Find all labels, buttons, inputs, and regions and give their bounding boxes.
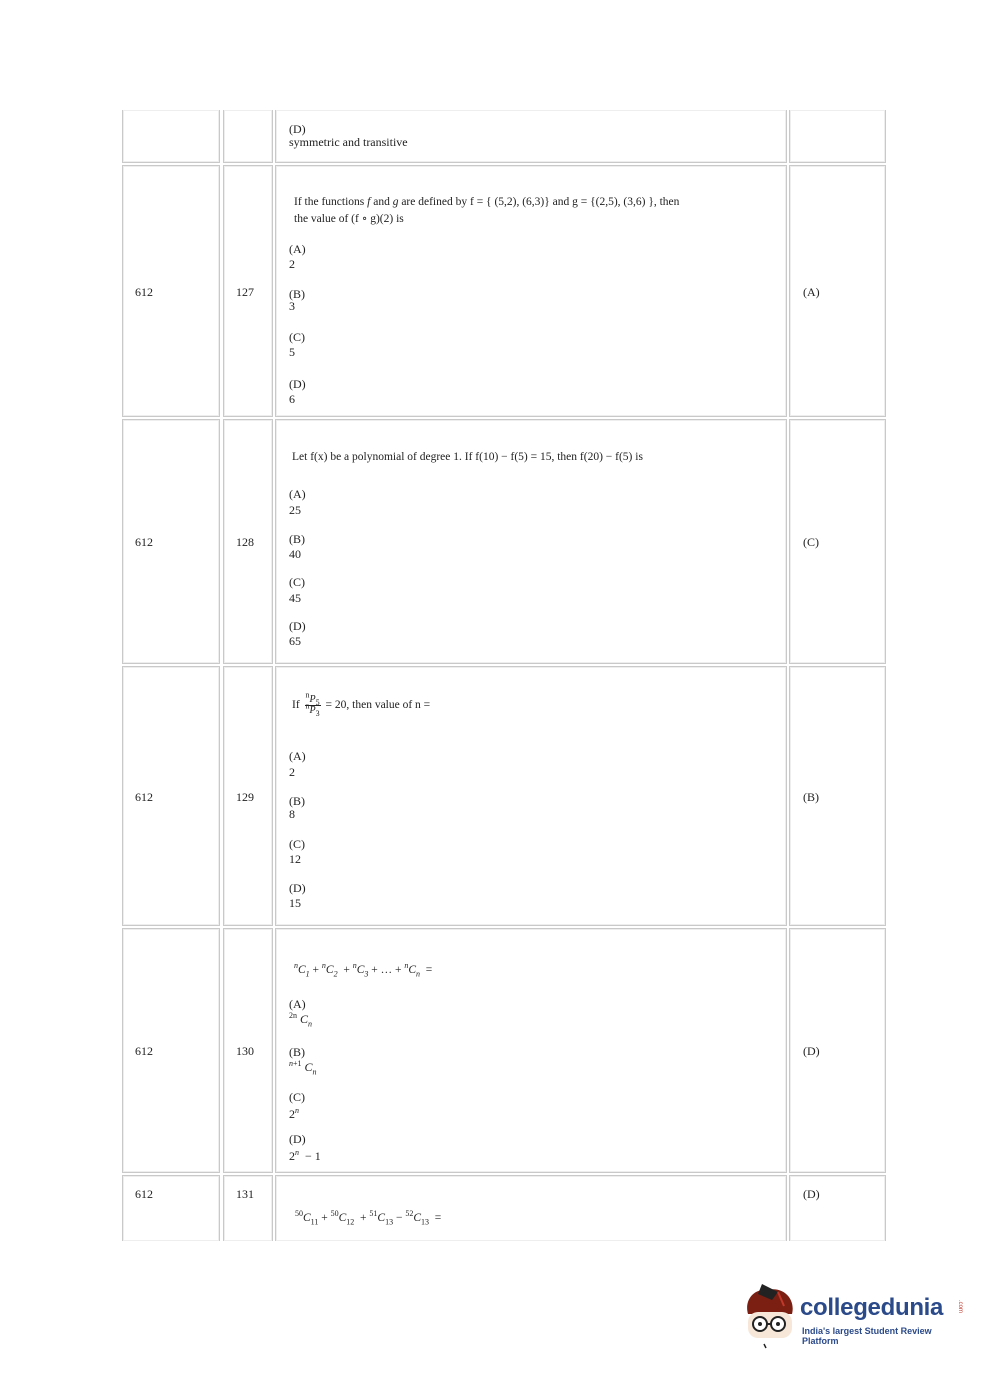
option-label: (A): [289, 487, 306, 501]
option-label: (D): [289, 619, 306, 633]
answer-cell: [789, 165, 886, 417]
option-a: [289, 997, 312, 1027]
option-b: [289, 1045, 317, 1075]
option-label: (C): [289, 330, 305, 344]
fraction-denominator: P: [309, 705, 316, 716]
question-fragment: are defined by: [398, 196, 470, 208]
question-cell: [275, 928, 787, 1173]
option-value: 3: [289, 299, 295, 313]
question-number-cell: [223, 928, 273, 1173]
paper-code-cell: [122, 165, 220, 417]
option-value: 5: [289, 345, 295, 359]
collegedunia-logo[interactable]: [738, 1282, 968, 1352]
option-value: 8: [289, 807, 295, 821]
question-number-cell: [223, 419, 273, 664]
option-b: [289, 794, 305, 822]
answer-cell: [789, 110, 886, 163]
question-number-cell: [223, 1175, 273, 1241]
option-label: (C): [289, 1090, 305, 1104]
option-value: 2$^n$: [289, 1106, 299, 1121]
option-a: [289, 749, 306, 780]
table-row: [122, 666, 886, 926]
answer: (B): [803, 790, 819, 804]
answer-cell: [789, 928, 886, 1173]
question-cell: [275, 165, 787, 417]
question-number: 128: [236, 535, 254, 549]
question-number-cell: [223, 666, 273, 926]
option-value: $^{n+1}$ $C_n$: [289, 1059, 317, 1077]
question-fragment: If the functions: [294, 196, 368, 208]
option-d: [289, 122, 408, 150]
table-row: [122, 928, 886, 1173]
option-value: 2$^n$ − 1: [289, 1148, 321, 1163]
option-value: 65: [289, 634, 301, 648]
option-d: [289, 377, 306, 407]
option-value: $^{2n}$ $C_n$: [289, 1011, 313, 1029]
option-label: (B): [289, 1045, 305, 1059]
logo-wordmark: collegedunia: [800, 1294, 944, 1321]
option-label: (C): [289, 837, 305, 851]
paper-code-cell: [122, 928, 220, 1173]
option-value: symmetric and transitive: [289, 135, 408, 149]
question-fragment: f: [367, 196, 371, 208]
question-cell: [275, 419, 787, 664]
paper-code-cell: [122, 1175, 220, 1241]
option-b: [289, 287, 305, 314]
question-number-cell: [223, 165, 273, 417]
option-label: (B): [289, 532, 305, 546]
option-value: 45: [289, 591, 301, 605]
option-label: (D): [289, 122, 306, 136]
table-row: [122, 419, 886, 664]
question-fragment: f = { (5,2), (6,3)} and g = {(2,5), (3,6) }, then: [469, 196, 680, 208]
permutation-fraction: $\frac{^nP_5}{^nP_3}$: [305, 690, 320, 718]
mascot-icon: [738, 1282, 800, 1352]
paper-code: 612: [135, 285, 153, 299]
option-label: (A): [289, 242, 306, 256]
question-number: 129: [236, 790, 254, 804]
question-text: $^{50}C_{11} + ^{50}C_{12} + ^{51}C_{13} - ^{52}C_{13}$ =: [295, 1209, 442, 1227]
logo-suffix: .com: [957, 1300, 963, 1314]
option-label: (A): [289, 997, 306, 1011]
question-fragment: = 20, then value of n =: [325, 699, 431, 712]
question-cell: [275, 110, 787, 163]
question-text: $^nC_1 + ^nC_2 + ^nC_3$ + … + $^nC_n$ =: [294, 961, 433, 979]
table-row: [122, 1175, 886, 1241]
table-row: [122, 110, 886, 163]
option-value: 25: [289, 503, 301, 517]
paper-code: 612: [135, 1187, 153, 1201]
option-c: [289, 575, 305, 606]
question-fragment: If: [292, 699, 300, 712]
question-number: 130: [236, 1044, 254, 1058]
option-label: (D): [289, 881, 306, 895]
option-label: (A): [289, 749, 306, 763]
option-c: [289, 330, 305, 360]
answer-cell: [789, 666, 886, 926]
question-cell: [275, 1175, 787, 1241]
option-value: 15: [289, 896, 301, 910]
option-c: [289, 837, 305, 867]
question-fragment: the value of (f ∘ g)(2) is: [294, 213, 404, 225]
table-row: [122, 165, 886, 417]
option-value: 2: [289, 765, 295, 779]
question-cell: [275, 666, 787, 926]
paper-code: 612: [135, 790, 153, 804]
option-b: [289, 532, 305, 562]
option-value: 12: [289, 852, 301, 866]
question-text: [294, 195, 679, 210]
answer: (A): [803, 285, 820, 299]
option-value: 2: [289, 257, 295, 271]
question-number: 127: [236, 285, 254, 299]
option-label: (D): [289, 1132, 306, 1146]
question-text: [292, 690, 431, 718]
question-fragment: and: [370, 196, 393, 208]
option-value: 40: [289, 547, 301, 561]
question-text: Let f(x) be a polynomial of degree 1. If f(10) − f(5) = 15, then f(20) − f(5) is: [292, 451, 643, 463]
option-label: (B): [289, 794, 305, 808]
option-label: (B): [289, 287, 305, 301]
answer-cell: [789, 1175, 886, 1241]
paper-code-cell: [122, 110, 220, 163]
question-text-line2: [294, 212, 404, 227]
paper-code-cell: [122, 666, 220, 926]
option-label: (C): [289, 575, 305, 589]
option-value: 6: [289, 392, 295, 406]
paper-code: 612: [135, 535, 153, 549]
answer: (D): [803, 1187, 820, 1201]
paper-code-cell: [122, 419, 220, 664]
answer-cell: [789, 419, 886, 664]
option-d: [289, 881, 306, 911]
question-table: [122, 110, 886, 1241]
answer: (D): [803, 1044, 820, 1058]
fraction-numerator: P: [309, 694, 316, 705]
question-number-cell: [223, 110, 273, 163]
option-d: [289, 619, 306, 649]
option-a: [289, 242, 306, 272]
logo-tagline: India's largest Student Review Platform: [802, 1326, 932, 1346]
question-number: 131: [236, 1187, 254, 1201]
option-a: [289, 487, 306, 518]
option-d: [289, 1132, 321, 1164]
option-label: (D): [289, 377, 306, 391]
question-fragment: g: [392, 196, 399, 208]
answer: (C): [803, 535, 819, 549]
option-c: [289, 1090, 305, 1122]
paper-code: 612: [135, 1044, 153, 1058]
